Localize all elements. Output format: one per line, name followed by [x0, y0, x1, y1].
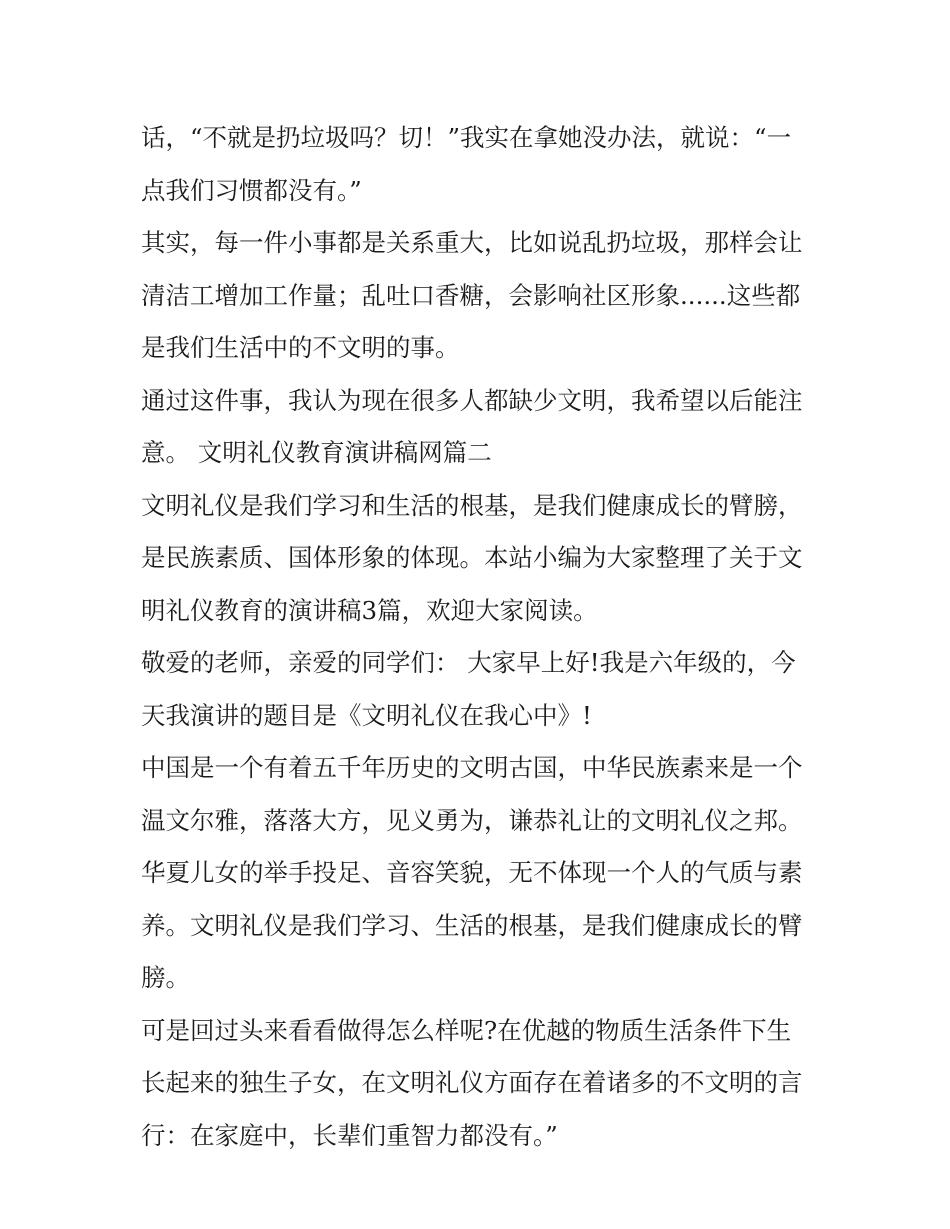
text-line: 文明礼仪是我们学习和生活的根基，是我们健康成长的臂膀，: [141, 490, 803, 520]
text-line: 明礼仪教育的演讲稿3篇，欢迎大家阅读。: [141, 595, 598, 625]
text-line: 长起来的独生子女，在文明礼仪方面存在着诸多的不文明的言: [141, 1068, 803, 1097]
text-line: 中国是一个有着五千年历史的文明古国，中华民族素来是一个: [141, 753, 803, 782]
text-line: 养。文明礼仪是我们学习、生活的根基，是我们健康成长的臂: [141, 910, 803, 940]
text-line: 敬爱的老师，亲爱的同学们： 大家早上好!我是六年级的，今: [141, 648, 796, 677]
text-line: 可是回过头来看看做得怎么样呢?在优越的物质生活条件下生: [141, 1015, 792, 1045]
text-line: 点我们习惯都没有。”: [141, 175, 362, 205]
text-line: 通过这件事，我认为现在很多人都缺少文明，我希望以后能注: [141, 385, 803, 415]
text-line: 其实，每一件小事都是关系重大，比如说乱扔垃圾，那样会让: [141, 228, 803, 257]
body-text: [141, 112, 821, 1162]
text-line: 是我们生活中的不文明的事。: [141, 333, 460, 362]
text-line: 温文尔雅，落落大方，见义勇为，谦恭礼让的文明礼仪之邦。: [141, 805, 803, 835]
text-line: 意。 文明礼仪教育演讲稿网篇二: [141, 438, 492, 467]
text-line: 话，“不就是扔垃圾吗？切！”我实在拿她没办法，就说：“一: [141, 123, 792, 152]
text-line: 膀。: [141, 963, 190, 992]
text-line: 华夏儿女的举手投足、音容笑貌，无不体现一个人的气质与素: [141, 858, 803, 887]
text-line: 清洁工增加工作量；乱吐口香糖，会影响社区形象......这些都: [141, 280, 801, 310]
text-line: 是民族素质、国体形象的体现。本站小编为大家整理了关于文: [141, 543, 803, 572]
text-line: 天我演讲的题目是《文明礼仪在我心中》!: [141, 700, 592, 730]
text-line: 行：在家庭中，长辈们重智力都没有。”: [141, 1120, 558, 1150]
